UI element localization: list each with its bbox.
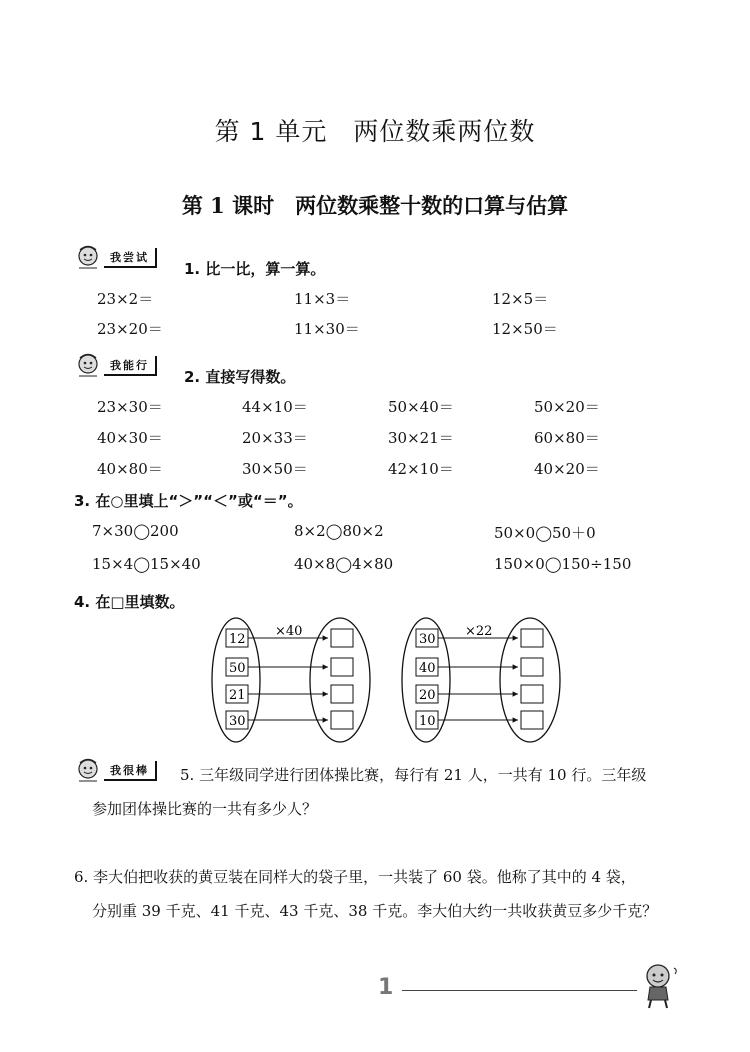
q5-line-1: 5. 三年级同学进行团体操比赛，每行有 21 人，一共有 10 行。三年级 — [180, 766, 647, 784]
q2-expr: 44×10＝ — [242, 398, 308, 416]
q6-line-1: 6. 李大伯把收获的黄豆装在同样大的袋子里，一共装了 60 袋。他称了其中的 4 袋， — [74, 868, 636, 886]
footer-rule — [402, 990, 637, 991]
badge-can — [74, 352, 157, 380]
unit-title: 第 1 单元 两位数乘两位数 — [214, 117, 536, 146]
q2-expr: 40×80＝ — [97, 460, 163, 478]
q1-expr: 11×30＝ — [294, 320, 360, 338]
answer-box[interactable] — [521, 711, 543, 729]
answer-box[interactable] — [331, 658, 353, 676]
q2-expr: 20×33＝ — [242, 429, 308, 447]
answer-box[interactable] — [331, 685, 353, 703]
mascot-icon — [74, 757, 102, 785]
page-number: 1 — [378, 975, 394, 1000]
badge-try-label: 我尝试 — [104, 248, 157, 268]
q1-title: 1. 比一比，算一算。 — [184, 260, 326, 278]
lesson-title: 第 1 课时 两位数乘整十数的口算与估算 — [181, 193, 569, 218]
mascot-icon — [74, 352, 102, 380]
answer-box[interactable] — [521, 658, 543, 676]
q3-expr: 15×4◯15×40 — [92, 555, 201, 573]
mascot-footer-icon — [638, 960, 684, 1010]
input-value: 21 — [229, 688, 246, 703]
q3-expr: 7×30◯200 — [92, 522, 179, 540]
operation-label: ×40 — [275, 624, 303, 639]
q2-expr: 30×21＝ — [388, 429, 454, 447]
q3-expr: 50×0◯50＋0 — [494, 524, 596, 542]
input-value: 12 — [229, 632, 246, 647]
q2-expr: 30×50＝ — [242, 460, 308, 478]
badge-can-label: 我能行 — [104, 356, 157, 376]
q2-expr: 42×10＝ — [388, 460, 454, 478]
q3-expr: 40×8◯4×80 — [294, 555, 394, 573]
answer-box[interactable] — [521, 685, 543, 703]
q1-expr: 11×3＝ — [294, 290, 351, 308]
badge-great-label: 我很棒 — [104, 761, 157, 781]
q2-title: 2. 直接写得数。 — [184, 368, 296, 386]
q1-expr: 12×50＝ — [492, 320, 558, 338]
q2-expr: 40×30＝ — [97, 429, 163, 447]
answer-box[interactable] — [331, 629, 353, 647]
q2-expr: 50×40＝ — [388, 398, 454, 416]
input-value: 30 — [229, 714, 246, 729]
q3-expr: 8×2◯80×2 — [294, 522, 384, 540]
badge-try — [74, 244, 157, 272]
input-value: 30 — [419, 632, 436, 647]
answer-box[interactable] — [331, 711, 353, 729]
input-value: 50 — [229, 661, 246, 676]
mascot-icon — [74, 244, 102, 272]
q6-line-2: 分别重 39 千克、41 千克、43 千克、38 千克。李大伯大约一共收获黄豆多少千克？ — [92, 902, 658, 920]
q2-expr: 40×20＝ — [534, 460, 600, 478]
operation-label: ×22 — [465, 624, 493, 639]
q1-expr: 23×2＝ — [97, 290, 154, 308]
q2-expr: 50×20＝ — [534, 398, 600, 416]
q1-expr: 23×20＝ — [97, 320, 163, 338]
q4-title: 4. 在□里填数。 — [74, 593, 185, 611]
q3-expr: 150×0◯150÷150 — [494, 555, 632, 573]
mapping-diagrams — [200, 615, 580, 750]
q2-expr: 23×30＝ — [97, 398, 163, 416]
input-value: 10 — [419, 714, 436, 729]
mapping-diagram-1 — [212, 618, 370, 742]
mapping-diagram-2 — [402, 618, 560, 742]
q3-title: 3. 在○里填上“＞”“＜”或“＝”。 — [74, 492, 303, 510]
badge-great — [74, 757, 157, 785]
q5-line-2: 参加团体操比赛的一共有多少人？ — [92, 800, 318, 818]
input-value: 40 — [419, 661, 436, 676]
q1-expr: 12×5＝ — [492, 290, 549, 308]
answer-box[interactable] — [521, 629, 543, 647]
input-value: 20 — [419, 688, 436, 703]
q2-expr: 60×80＝ — [534, 429, 600, 447]
